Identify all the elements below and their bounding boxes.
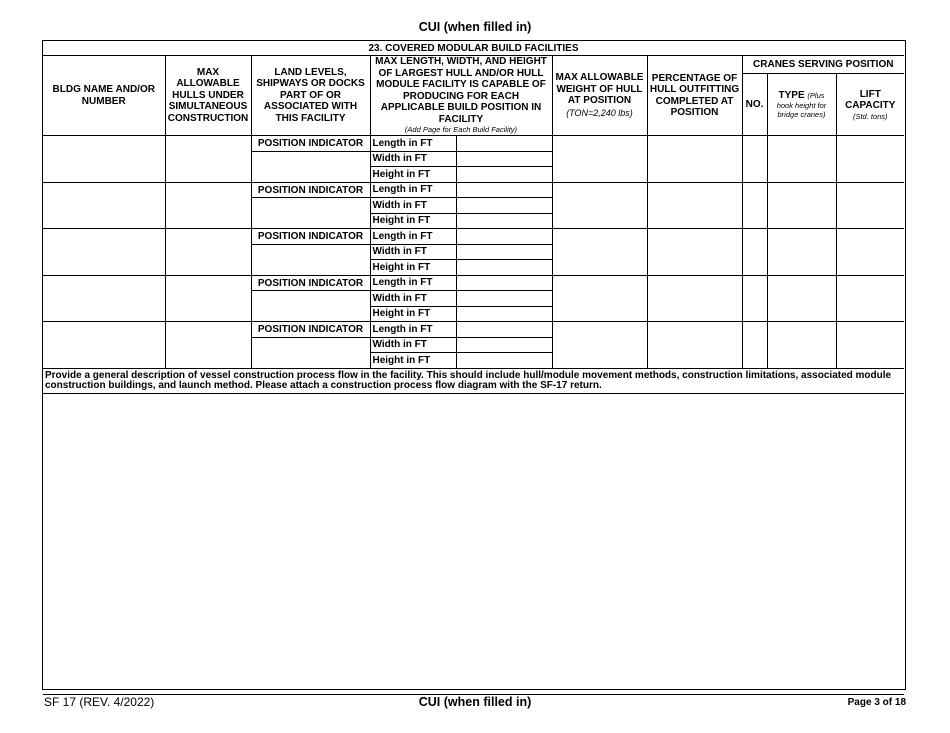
col-header-bldg: BLDG NAME AND/OR NUMBER xyxy=(43,56,165,136)
position-indicator-label: POSITION INDICATOR xyxy=(251,322,370,338)
position-indicator-label: POSITION INDICATOR xyxy=(251,275,370,291)
lift-capacity-text: LIFT CAPACITY xyxy=(845,88,896,112)
form-id: SF 17 (REV. 4/2022) xyxy=(44,695,155,709)
max-dims-note: (Add Page for Each Build Facility) xyxy=(404,125,518,134)
dimension-label-height: Height in FT xyxy=(370,306,456,322)
crane-type-cell[interactable] xyxy=(767,182,836,229)
dimension-label-width: Width in FT xyxy=(370,244,456,260)
position-indicator-value-cell[interactable] xyxy=(251,151,370,182)
covered-modular-build-table xyxy=(43,41,904,695)
max-hulls-cell[interactable] xyxy=(165,322,251,369)
dimension-value-height-cell[interactable] xyxy=(456,167,552,183)
max-weight-cell[interactable] xyxy=(552,136,647,183)
crane-type-cell[interactable] xyxy=(767,275,836,322)
dimension-label-length: Length in FT xyxy=(370,229,456,245)
crane-no-cell[interactable] xyxy=(742,322,767,369)
dimension-value-length-cell[interactable] xyxy=(456,182,552,198)
dimension-value-length-cell[interactable] xyxy=(456,136,552,152)
position-indicator-value-cell[interactable] xyxy=(251,337,370,368)
max-dims-text: MAX LENGTH, WIDTH, AND HEIGHT OF LARGEST HULL AND/OR HULL MODULE FACILITY IS CAPABLE OF PRODUCING FOR EACH APPLICABLE BUILD POSITION IN FACILITY xyxy=(375,56,547,125)
max-hulls-cell[interactable] xyxy=(165,229,251,276)
dimension-value-width-cell[interactable] xyxy=(456,198,552,214)
crane-no-cell[interactable] xyxy=(742,136,767,183)
dimension-label-height: Height in FT xyxy=(370,260,456,276)
max-weight-cell[interactable] xyxy=(552,275,647,322)
dimension-label-width: Width in FT xyxy=(370,291,456,307)
pct-outfitting-cell[interactable] xyxy=(647,136,742,183)
col-header-lift-capacity xyxy=(836,74,904,136)
build-position-row xyxy=(43,182,904,198)
col-header-max-weight xyxy=(552,56,647,136)
crane-no-cell[interactable] xyxy=(742,229,767,276)
col-header-crane-no: NO. xyxy=(742,74,767,136)
crane-no-cell[interactable] xyxy=(742,182,767,229)
crane-type-cell[interactable] xyxy=(767,322,836,369)
max-hulls-cell[interactable] xyxy=(165,136,251,183)
dimension-value-height-cell[interactable] xyxy=(456,353,552,369)
position-indicator-value-cell[interactable] xyxy=(251,244,370,275)
max-hulls-cell[interactable] xyxy=(165,275,251,322)
max-weight-text: MAX ALLOWABLE WEIGHT OF HULL AT POSITION xyxy=(555,72,644,107)
col-header-cranes-group: CRANES SERVING POSITION xyxy=(742,56,904,74)
max-weight-cell[interactable] xyxy=(552,229,647,276)
bldg-name-cell[interactable] xyxy=(43,322,165,369)
dimension-value-height-cell[interactable] xyxy=(456,213,552,229)
dimension-value-width-cell[interactable] xyxy=(456,337,552,353)
col-header-max-hulls: MAX ALLOWABLE HULLS UNDER SIMULTANEOUS CONSTRUCTION xyxy=(165,56,251,136)
dimension-label-length: Length in FT xyxy=(370,322,456,338)
dimension-label-width: Width in FT xyxy=(370,198,456,214)
dimension-value-length-cell[interactable] xyxy=(456,275,552,291)
crane-type-note-a: (Plus xyxy=(807,90,825,100)
form-frame xyxy=(42,40,906,690)
description-prompt: Provide a general description of vessel construction process flow in the facility. This should include hull/module movement methods, construction limitations, associated module construction buildings, and launch method. Please attach a construction process flow diagram with the SF-17 return. xyxy=(43,368,904,393)
col-header-max-dims xyxy=(370,56,552,136)
dimension-label-length: Length in FT xyxy=(370,136,456,152)
dimension-value-width-cell[interactable] xyxy=(456,244,552,260)
position-indicator-label: POSITION INDICATOR xyxy=(251,229,370,245)
position-indicator-label: POSITION INDICATOR xyxy=(251,182,370,198)
position-indicator-value-cell[interactable] xyxy=(251,198,370,229)
bldg-name-cell[interactable] xyxy=(43,182,165,229)
lift-capacity-cell[interactable] xyxy=(836,229,904,276)
dimension-label-width: Width in FT xyxy=(370,337,456,353)
max-hulls-cell[interactable] xyxy=(165,182,251,229)
dimension-value-width-cell[interactable] xyxy=(456,291,552,307)
bldg-name-cell[interactable] xyxy=(43,229,165,276)
max-weight-cell[interactable] xyxy=(552,322,647,369)
build-position-row xyxy=(43,275,904,291)
dimension-label-height: Height in FT xyxy=(370,353,456,369)
crane-type-cell[interactable] xyxy=(767,229,836,276)
dimension-label-length: Length in FT xyxy=(370,182,456,198)
position-indicator-value-cell[interactable] xyxy=(251,291,370,322)
lift-capacity-cell[interactable] xyxy=(836,275,904,322)
max-weight-cell[interactable] xyxy=(552,182,647,229)
description-body-row xyxy=(43,393,904,694)
page-number: Page 3 of 18 xyxy=(847,697,906,708)
dimension-value-height-cell[interactable] xyxy=(456,306,552,322)
lift-capacity-note: (Std. tons) xyxy=(852,111,888,121)
cui-banner-bottom: CUI (when filled in) xyxy=(418,695,532,709)
position-indicator-label: POSITION INDICATOR xyxy=(251,136,370,152)
col-header-crane-type xyxy=(767,74,836,136)
dimension-value-width-cell[interactable] xyxy=(456,151,552,167)
build-position-row xyxy=(43,229,904,245)
pct-outfitting-cell[interactable] xyxy=(647,275,742,322)
col-header-pct-outfitting: PERCENTAGE OF HULL OUTFITTING COMPLETED AT POSITION xyxy=(647,56,742,136)
dimension-label-width: Width in FT xyxy=(370,151,456,167)
dimension-value-height-cell[interactable] xyxy=(456,260,552,276)
lift-capacity-cell[interactable] xyxy=(836,182,904,229)
col-header-land-levels: LAND LEVELS, SHIPWAYS OR DOCKS PART OF OR ASSOCIATED WITH THIS FACILITY xyxy=(251,56,370,136)
build-position-row xyxy=(43,322,904,338)
crane-type-text: TYPE xyxy=(778,89,805,101)
lift-capacity-cell[interactable] xyxy=(836,322,904,369)
crane-no-cell[interactable] xyxy=(742,275,767,322)
dimension-label-height: Height in FT xyxy=(370,167,456,183)
crane-type-cell[interactable] xyxy=(767,136,836,183)
lift-capacity-cell[interactable] xyxy=(836,136,904,183)
description-textarea[interactable] xyxy=(43,393,904,694)
dimension-value-length-cell[interactable] xyxy=(456,229,552,245)
dimension-label-height: Height in FT xyxy=(370,213,456,229)
section-title: 23. COVERED MODULAR BUILD FACILITIES xyxy=(43,41,904,56)
pct-outfitting-cell[interactable] xyxy=(647,322,742,369)
cui-banner-top: CUI (when filled in) xyxy=(418,20,532,34)
bldg-name-cell[interactable] xyxy=(43,275,165,322)
dimension-label-length: Length in FT xyxy=(370,275,456,291)
dimension-value-length-cell[interactable] xyxy=(456,322,552,338)
build-position-row xyxy=(43,136,904,152)
max-weight-note: (TON=2,240 lbs) xyxy=(566,107,633,118)
bldg-name-cell[interactable] xyxy=(43,136,165,183)
crane-type-note-b: hook height for bridge cranes) xyxy=(776,101,827,120)
pct-outfitting-cell[interactable] xyxy=(647,229,742,276)
pct-outfitting-cell[interactable] xyxy=(647,182,742,229)
